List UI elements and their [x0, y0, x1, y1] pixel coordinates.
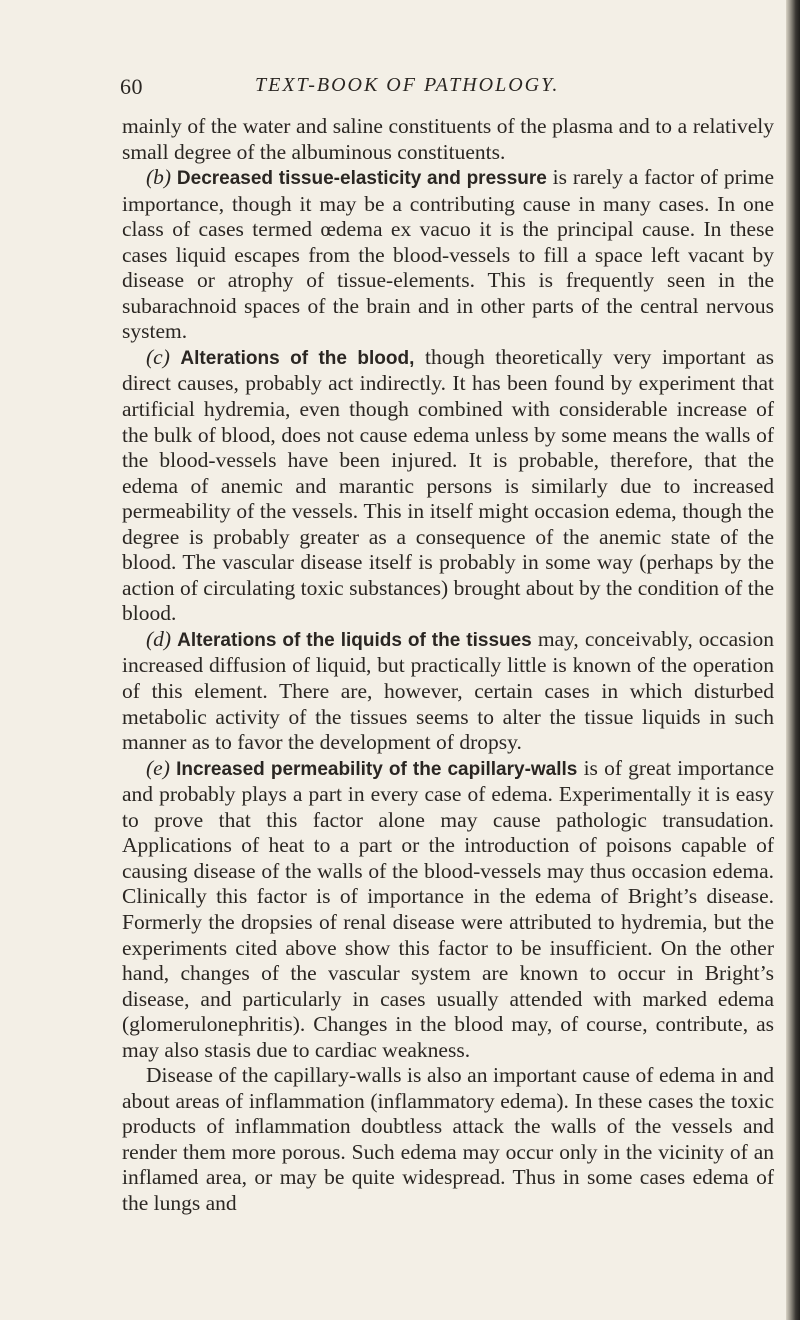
paragraph-c: [122, 345, 774, 627]
paragraph-text: is rarely a factor of prime importance, though it may be a contributing cause in many cases. In one class of cases termed œdema ex vacuo it is the principal cause. In these cases liquid escapes from the blood-vessels to fill a space left vacant by disease or atrophy of tissue-elements. This is frequently seen in the subarachnoid spaces of the brain and in other parts of the central nervous system.: [122, 165, 775, 344]
paragraph-label: (c): [146, 344, 170, 369]
paragraph-label: (d): [146, 626, 172, 651]
paragraph-text: is of great importance and probably plays a part in every case of edema. Experimentally it is easy to prove that this factor alone may cause pathologic transudation. Applications of heat to a part or the introduction of poisons capable of causing disease of the walls of the blood-vessels may thus occasion edema. Clinically this factor is of importance in the edema of Bright’s disease. Formerly the dropsies of renal disease were attributed to hydremia, but the experiments cited above show this factor to be insufficient. On the other hand, changes of the vascular system are known to occur in Bright’s disease, and particularly in cases usually attended with marked edema (glomerulonephritis). Changes in the blood may, of course, contribute, as may also stasis due to cardiac weakness.: [122, 755, 775, 1062]
paragraph-heading: Alterations of the liquids of the tissues: [177, 629, 532, 651]
paragraph-capillary-disease: [122, 1063, 774, 1216]
paragraph-heading: Increased permeability of the capillary-walls: [176, 758, 578, 780]
paragraph-text: though theoretically very important as direct causes, probably act indirectly. It has been found by experiment that artificial hydremia, even though combined with considerable increase of the bulk of blood, does not cause edema unless by some means the walls of the blood-vessels have been injured. It is probable, therefore, that the edema of anemic and marantic persons is similarly due to increased permeability of the vessels. This in itself might occasion edema, though the degree is probably greater as a consequence of the anemic state of the blood. The vascular disease itself is probably in some way (perhaps by the action of circulating toxic substances) brought about by the condition of the blood.: [122, 344, 775, 626]
paragraph-label: (e): [146, 755, 170, 780]
paragraph-e: [122, 756, 774, 1064]
paragraph-text: may, conceivably, occasion increased diffusion of liquid, but practically little is known of the operation of this element. There are, however, certain cases in which disturbed metabolic activity of the tissues seems to alter the tissue liquids in such manner as to favor the development of dropsy.: [122, 626, 774, 755]
page-number: 60: [120, 74, 143, 99]
paragraph-label: (b): [146, 165, 172, 190]
body-text: [122, 114, 774, 1217]
paragraph-d: [122, 627, 774, 756]
page-header: [120, 74, 760, 104]
paragraph-text: Disease of the capillary-walls is also an important cause of edema in and about areas of inflammation (inflammatory edema). In these cases the toxic products of inflammation doubtless attack the walls of the vessels and render them more porous. Such edema may occur only in the vicinity of an inflamed area, or may be quite widespread. Thus in some cases edema of the lungs and: [122, 1063, 774, 1215]
page-spine-edge: [786, 0, 800, 1320]
running-title: TEXT-BOOK OF PATHOLOGY.: [255, 74, 560, 96]
paragraph-heading: Alterations of the blood,: [180, 347, 415, 369]
paragraph-continuation: mainly of the water and saline constituents of the plasma and to a relatively small degree of the albuminous constituents.: [122, 114, 774, 164]
paragraph-b: [122, 165, 774, 345]
paragraph-heading: Decreased tissue-elasticity and pressure: [176, 168, 547, 190]
